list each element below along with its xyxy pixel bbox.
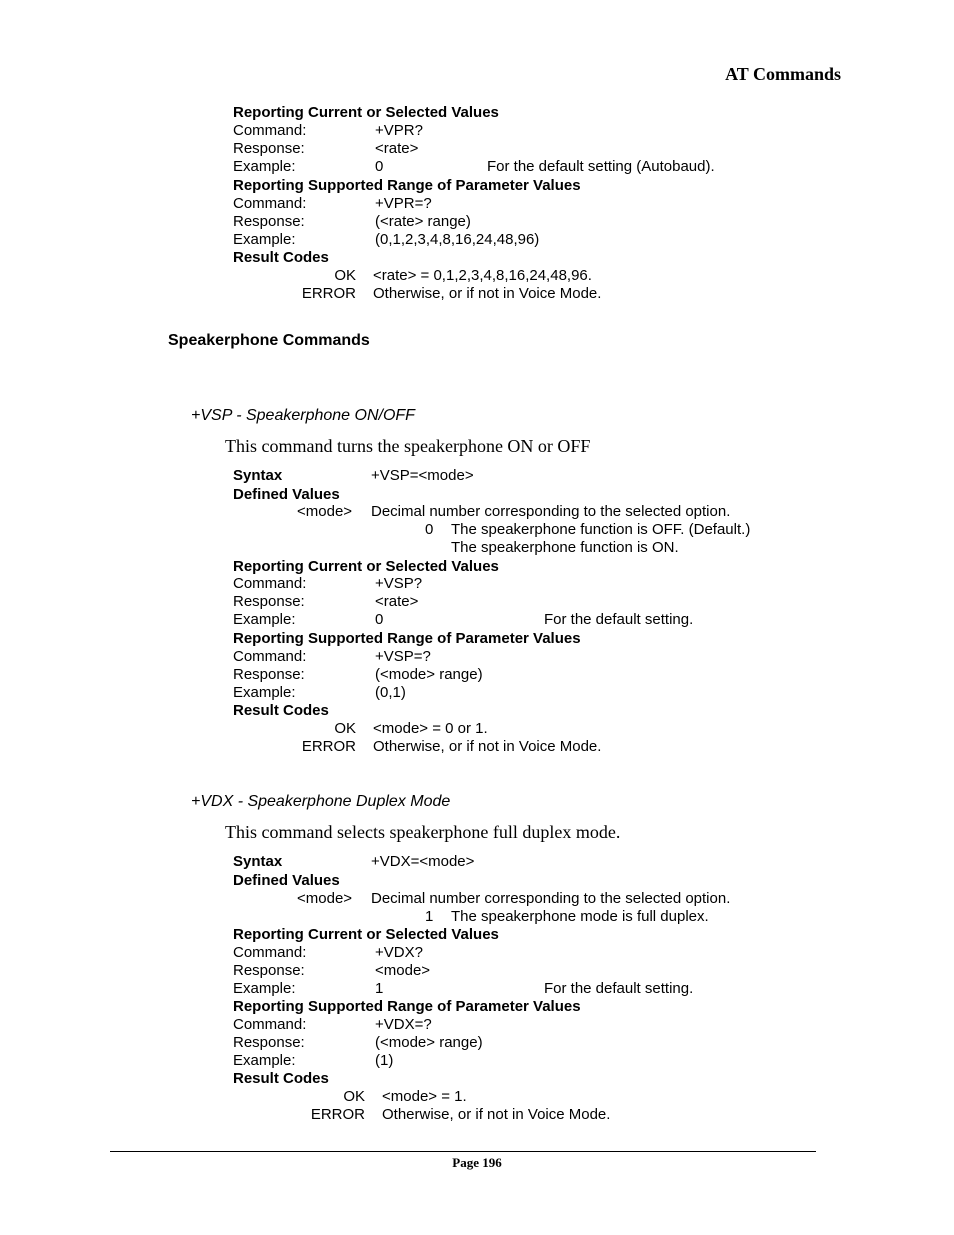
vdx-example-value: 1 bbox=[375, 980, 384, 997]
vdx-error-label: ERROR bbox=[310, 1106, 365, 1123]
vdx-range-response-label: Response: bbox=[233, 1034, 305, 1051]
vpr-example-note: For the default setting (Autobaud). bbox=[487, 158, 715, 175]
vpr-range-example-value: (0,1,2,3,4,8,16,24,48,96) bbox=[375, 231, 540, 248]
vpr-response-label: Response: bbox=[233, 140, 305, 157]
vpr-range-heading: Reporting Supported Range of Parameter Values bbox=[233, 177, 581, 194]
vsp-range-example-value: (0,1) bbox=[375, 684, 406, 701]
vpr-range-example-label: Example: bbox=[233, 231, 296, 248]
vpr-command-label: Command: bbox=[233, 122, 307, 139]
vpr-result-heading: Result Codes bbox=[233, 249, 329, 266]
footer-rule bbox=[110, 1151, 816, 1152]
vdx-example-label: Example: bbox=[233, 980, 296, 997]
vdx-param-desc: Decimal number corresponding to the selected option. bbox=[371, 890, 731, 907]
vdx-ok-text: <mode> = 1. bbox=[382, 1088, 467, 1105]
vpr-example-label: Example: bbox=[233, 158, 296, 175]
vpr-current-heading: Reporting Current or Selected Values bbox=[233, 104, 499, 121]
vdx-response-value: <mode> bbox=[375, 962, 431, 979]
vpr-command-value: +VPR? bbox=[375, 122, 423, 139]
vsp-range-response-label: Response: bbox=[233, 666, 305, 683]
vdx-defined-heading: Defined Values bbox=[233, 872, 340, 889]
vdx-range-example-value: (1) bbox=[375, 1052, 394, 1069]
vpr-error-text: Otherwise, or if not in Voice Mode. bbox=[373, 285, 602, 302]
vdx-range-example-label: Example: bbox=[233, 1052, 296, 1069]
vdx-result-heading: Result Codes bbox=[233, 1070, 329, 1087]
vpr-ok-text: <rate> = 0,1,2,3,4,8,16,24,48,96. bbox=[373, 267, 592, 284]
vpr-range-response-label: Response: bbox=[233, 213, 305, 230]
vdx-command-label: Command: bbox=[233, 944, 307, 961]
vsp-opt0-num: 0 bbox=[425, 521, 434, 538]
vsp-error-label: ERROR bbox=[301, 738, 356, 755]
vpr-example-value: 0 bbox=[375, 158, 384, 175]
vsp-range-command-label: Command: bbox=[233, 648, 307, 665]
vdx-range-response-value: (<mode> range) bbox=[375, 1034, 483, 1051]
vsp-opt1-text: The speakerphone function is ON. bbox=[451, 539, 679, 556]
running-header: AT Commands bbox=[725, 64, 841, 84]
vsp-syntax-value: +VSP=<mode> bbox=[371, 467, 474, 484]
vsp-param-name: <mode> bbox=[297, 503, 353, 520]
vsp-syntax-label: Syntax bbox=[233, 467, 283, 484]
vdx-range-command-label: Command: bbox=[233, 1016, 307, 1033]
vdx-response-label: Response: bbox=[233, 962, 305, 979]
vdx-range-command-value: +VDX=? bbox=[375, 1016, 432, 1033]
vpr-ok-label: OK bbox=[334, 267, 356, 284]
vsp-result-heading: Result Codes bbox=[233, 702, 329, 719]
vsp-intro: This command turns the speakerphone ON or OFF bbox=[225, 436, 591, 456]
vdx-syntax-value: +VDX=<mode> bbox=[371, 853, 475, 870]
vsp-range-heading: Reporting Supported Range of Parameter Values bbox=[233, 630, 581, 647]
vsp-example-value: 0 bbox=[375, 611, 384, 628]
vsp-response-label: Response: bbox=[233, 593, 305, 610]
vdx-error-text: Otherwise, or if not in Voice Mode. bbox=[382, 1106, 611, 1123]
vsp-param-desc: Decimal number corresponding to the selected option. bbox=[371, 503, 731, 520]
vsp-example-note: For the default setting. bbox=[544, 611, 694, 628]
vsp-title: +VSP - Speakerphone ON/OFF bbox=[191, 407, 415, 424]
vsp-response-value: <rate> bbox=[375, 593, 419, 610]
vsp-ok-text: <mode> = 0 or 1. bbox=[373, 720, 488, 737]
vdx-current-heading: Reporting Current or Selected Values bbox=[233, 926, 499, 943]
vdx-title: +VDX - Speakerphone Duplex Mode bbox=[191, 793, 451, 810]
vpr-error-label: ERROR bbox=[301, 285, 356, 302]
vsp-opt0-text: The speakerphone function is OFF. (Default.) bbox=[451, 521, 751, 538]
vdx-syntax-label: Syntax bbox=[233, 853, 283, 870]
vdx-example-note: For the default setting. bbox=[544, 980, 694, 997]
vsp-range-response-value: (<mode> range) bbox=[375, 666, 483, 683]
vsp-command-label: Command: bbox=[233, 575, 307, 592]
vpr-range-response-value: (<rate> range) bbox=[375, 213, 471, 230]
section-title: Speakerphone Commands bbox=[168, 332, 370, 349]
vsp-error-text: Otherwise, or if not in Voice Mode. bbox=[373, 738, 602, 755]
page-number: Page 196 bbox=[452, 1155, 502, 1170]
vpr-response-value: <rate> bbox=[375, 140, 419, 157]
vdx-ok-label: OK bbox=[343, 1088, 365, 1105]
vdx-intro: This command selects speakerphone full duplex mode. bbox=[225, 822, 621, 842]
vpr-range-command-value: +VPR=? bbox=[375, 195, 432, 212]
vsp-current-heading: Reporting Current or Selected Values bbox=[233, 558, 499, 575]
vdx-range-heading: Reporting Supported Range of Parameter Values bbox=[233, 998, 581, 1015]
vdx-opt1-text: The speakerphone mode is full duplex. bbox=[451, 908, 709, 925]
vsp-range-example-label: Example: bbox=[233, 684, 296, 701]
vdx-opt1-num: 1 bbox=[425, 908, 434, 925]
vsp-example-label: Example: bbox=[233, 611, 296, 628]
vdx-command-value: +VDX? bbox=[375, 944, 423, 961]
vsp-ok-label: OK bbox=[334, 720, 356, 737]
vdx-param-name: <mode> bbox=[297, 890, 353, 907]
vpr-range-command-label: Command: bbox=[233, 195, 307, 212]
vsp-range-command-value: +VSP=? bbox=[375, 648, 431, 665]
vsp-command-value: +VSP? bbox=[375, 575, 423, 592]
vsp-defined-heading: Defined Values bbox=[233, 486, 340, 503]
